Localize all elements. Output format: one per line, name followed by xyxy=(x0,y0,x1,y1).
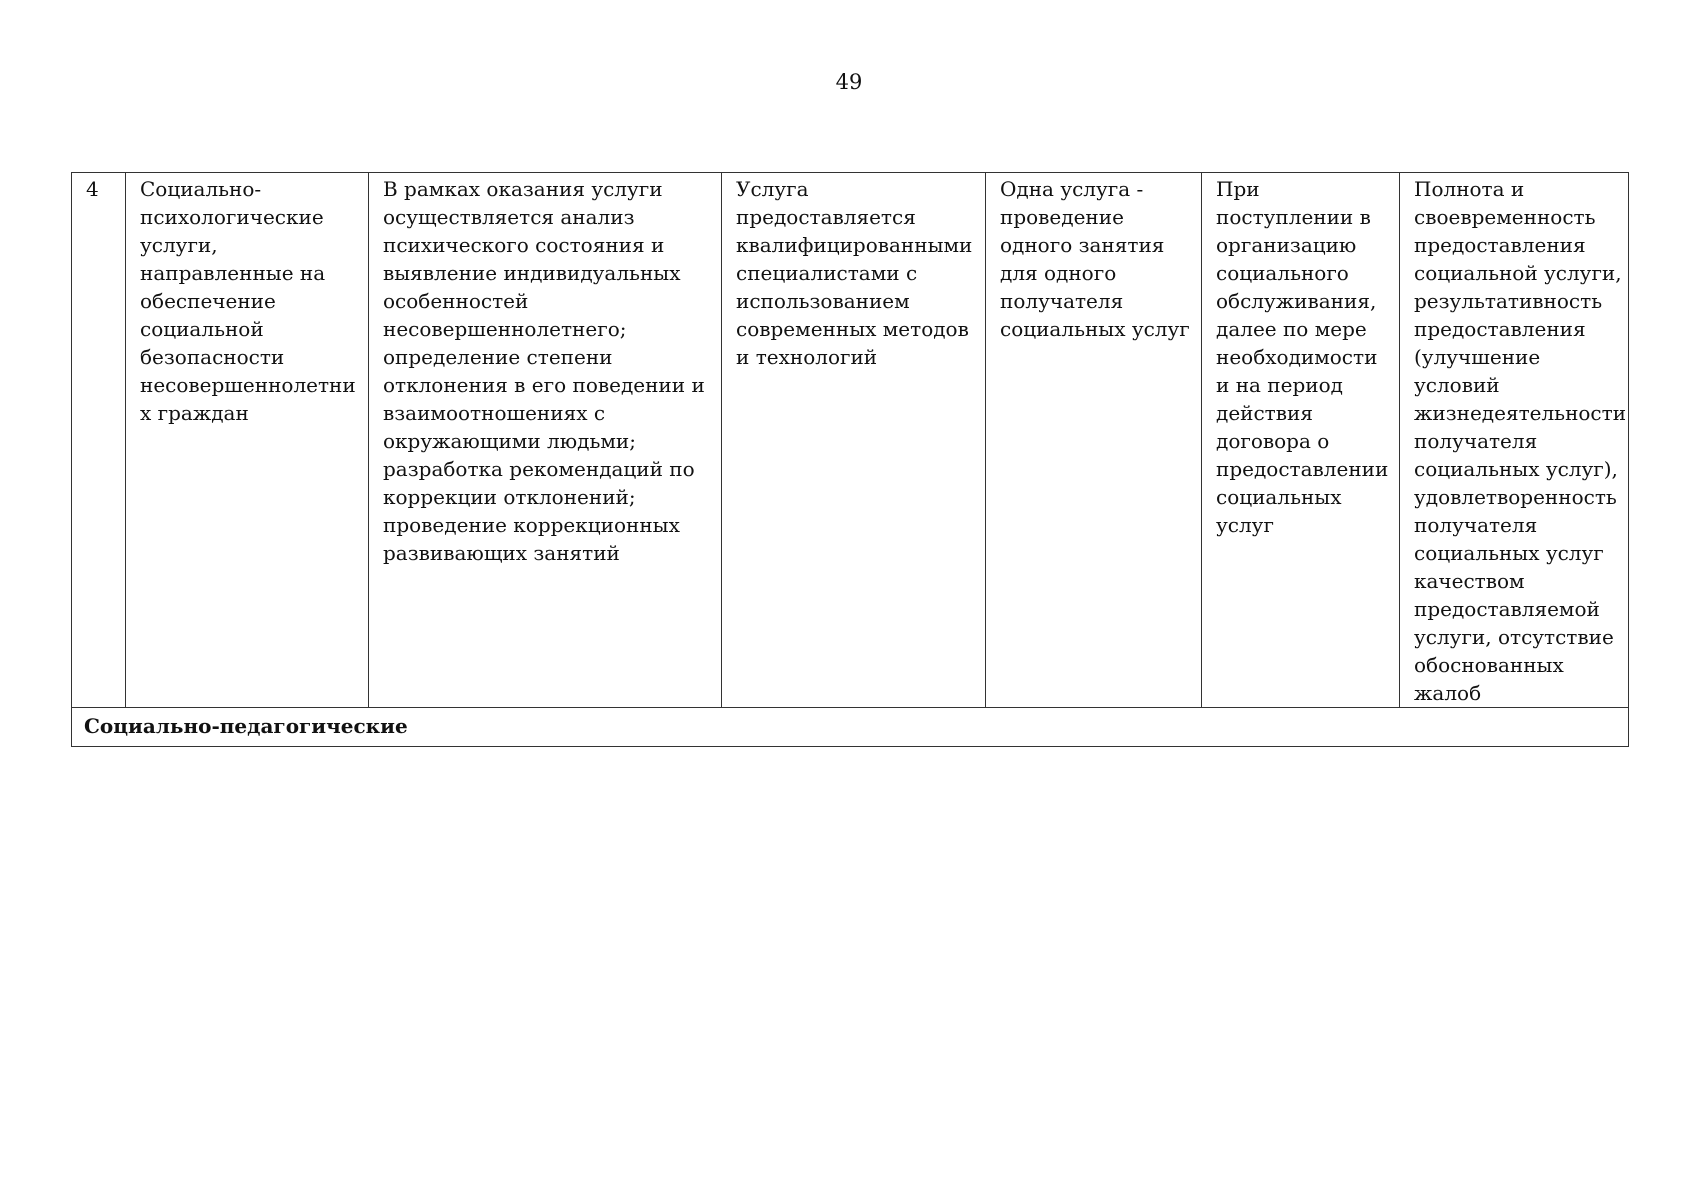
services-table xyxy=(71,172,1629,747)
table-row xyxy=(72,173,1629,708)
section-row xyxy=(72,708,1629,747)
service-quality-cell: Полнота и своевременность предоставления социальной услуги, результативность предоставления (улучшение условий жизнедеятельности получателя социальных услуг), удовлетворенность получателя социальных услуг качеством предоставляемой услуги, отсутствие обоснованных жалоб xyxy=(1400,173,1629,708)
row-number-cell: 4 xyxy=(72,173,126,708)
service-unit-cell: Одна услуга - проведение одного занятия для одного получателя социальных услуг xyxy=(986,173,1202,708)
service-name-cell: Социально- психологические услуги, направленные на обеспечение социальной безопасности несовершеннолетни х граждан xyxy=(126,173,369,708)
section-heading: Социально-педагогические xyxy=(72,708,1629,747)
service-description-cell: В рамках оказания услуги осуществляется анализ психического состояния и выявление индивидуальных особенностей несовершеннолетнего; определение степени отклонения в его поведении и взаимоотношениях с окружающими людьми; разработка рекомендаций по коррекции отклонений; проведение коррекционных развивающих занятий xyxy=(369,173,722,708)
service-conditions-cell: Услуга предоставляется квалифицированными специалистами с использованием современных методов и технологий xyxy=(722,173,986,708)
page-number: 49 xyxy=(835,70,863,94)
service-terms-cell: При поступлении в организацию социального обслуживания, далее по мере необходимости и на период действия договора о предоставлении социальных услуг xyxy=(1202,173,1400,708)
